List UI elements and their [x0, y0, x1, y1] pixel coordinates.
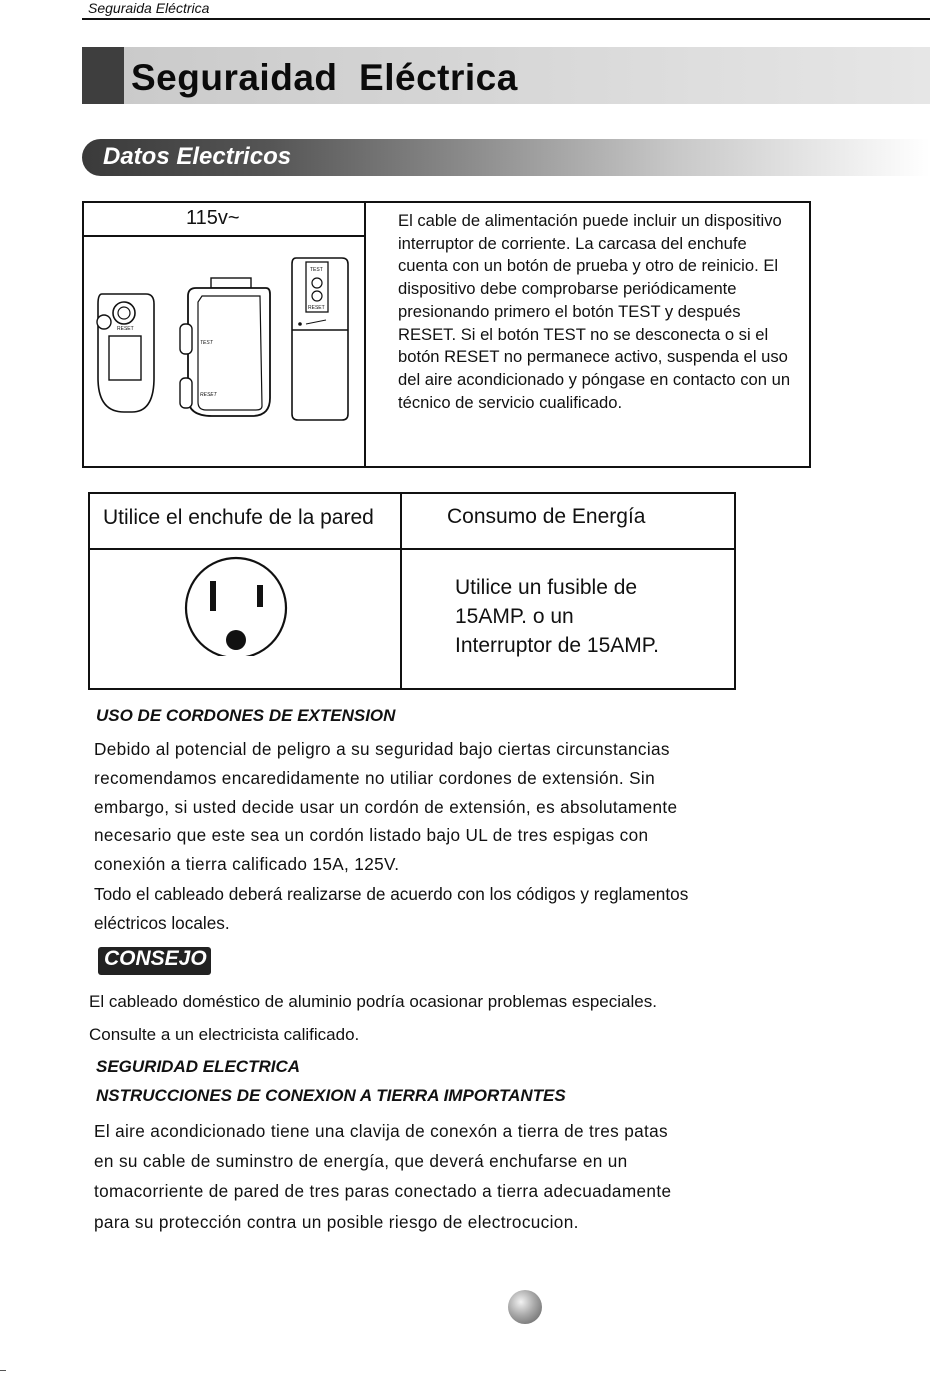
grounding-body — [94, 1116, 794, 1237]
wall-outlet-icon — [182, 556, 292, 656]
plug-head-right-icon — [292, 258, 348, 420]
power-table-divider — [400, 492, 402, 688]
fuse-line: Interruptor de 15AMP. — [455, 634, 659, 657]
plug-right-test-label: TEST — [310, 267, 323, 273]
gfci-box-header-rule — [82, 235, 366, 237]
grounding-heading: NSTRUCCIONES DE CONEXION A TIERRA IMPORTANTES — [96, 1086, 566, 1105]
gfci-box-divider — [364, 201, 366, 466]
crop-mark — [0, 1370, 6, 1371]
gfci-plug-illustration — [84, 238, 364, 464]
power-table-header-rule — [88, 548, 734, 550]
extension-body — [94, 735, 794, 879]
grounding-line: para su protección contra un posible riesgo de electrocucion. — [94, 1211, 579, 1232]
extension-line: recomendamos encaredidamente no utiliar cordones de extensión. Sin — [94, 767, 656, 788]
gfci-description: El cable de alimentación puede incluir un dispositivo interruptor de corriente. La carcasa del enchufe cuenta con un botón de prueba y otro de reinicio. El dispositivo debe comprobarse periódicamente presionando primero el botón TEST y después RESET. Si el botón TEST no se desconecta o si el botón RESET no permanece activo, suspenda el uso del aire acondicionado y póngase en contacto con un técnico de servicio cualificado. — [398, 211, 791, 412]
tip-badge — [98, 947, 211, 975]
tip-text-line: El cableado doméstico de aluminio podría ocasionar problemas especiales. — [89, 992, 657, 1011]
extension-line: conexión a tierra calificado 15A, 125V. — [94, 854, 400, 875]
page-title: Seguraidad Eléctrica — [131, 57, 518, 98]
grounding-line: tomacorriente de pared de tres paras conectado a tierra adecuadamente — [94, 1181, 672, 1202]
page-number-dot — [508, 1290, 542, 1324]
fuse-instructions — [455, 573, 659, 660]
wiring-line: eléctricos locales. — [94, 912, 230, 933]
running-header: Seguraida Eléctrica — [88, 0, 210, 16]
extension-line: embargo, si usted decide usar un cordón de extensión, es absolutamente — [94, 796, 678, 817]
header-rule — [82, 18, 930, 20]
safety-heading: SEGURIDAD ELECTRICA — [96, 1057, 301, 1076]
fuse-line: 15AMP. o un — [455, 605, 574, 628]
plug-body-center-icon — [180, 278, 270, 416]
grounding-line: El aire acondicionado tiene una clavija de conexón a tierra de tres patas — [94, 1121, 668, 1141]
voltage-label: 115v~ — [186, 207, 240, 229]
section-title: Datos Electricos — [103, 143, 292, 170]
extension-heading: USO DE CORDONES DE EXTENSION — [96, 706, 396, 725]
fuse-line: Utilice un fusible de — [455, 576, 638, 599]
power-column-header: Consumo de Energía — [447, 505, 646, 528]
wiring-line: Todo el cableado deberá realizarse de acuerdo con los códigos y reglamentos — [94, 884, 689, 904]
plug-center-reset-label: RESET — [200, 392, 217, 398]
tip-badge-label: CONSEJO — [104, 947, 207, 970]
title-accent-block — [82, 47, 124, 104]
tip-text-line: Consulte a un electricista calificado. — [89, 1025, 360, 1044]
plug-left-reset-label: RESET — [117, 326, 134, 332]
plug-head-left-icon — [97, 294, 154, 412]
wiring-note — [94, 880, 794, 938]
extension-line: Debido al potencial de peligro a su seguridad bajo ciertas circunstancias — [94, 739, 670, 759]
plug-center-test-label: TEST — [200, 340, 213, 346]
grounding-line: en su cable de suminstro de energía, que deverá enchufarse en un — [94, 1151, 628, 1172]
plug-right-reset-label: RESET — [308, 305, 325, 311]
extension-line: necesario que este sea un cordón listado bajo UL de tres espigas con — [94, 825, 649, 846]
outlet-column-header: Utilice el enchufe de la pared — [103, 506, 374, 529]
